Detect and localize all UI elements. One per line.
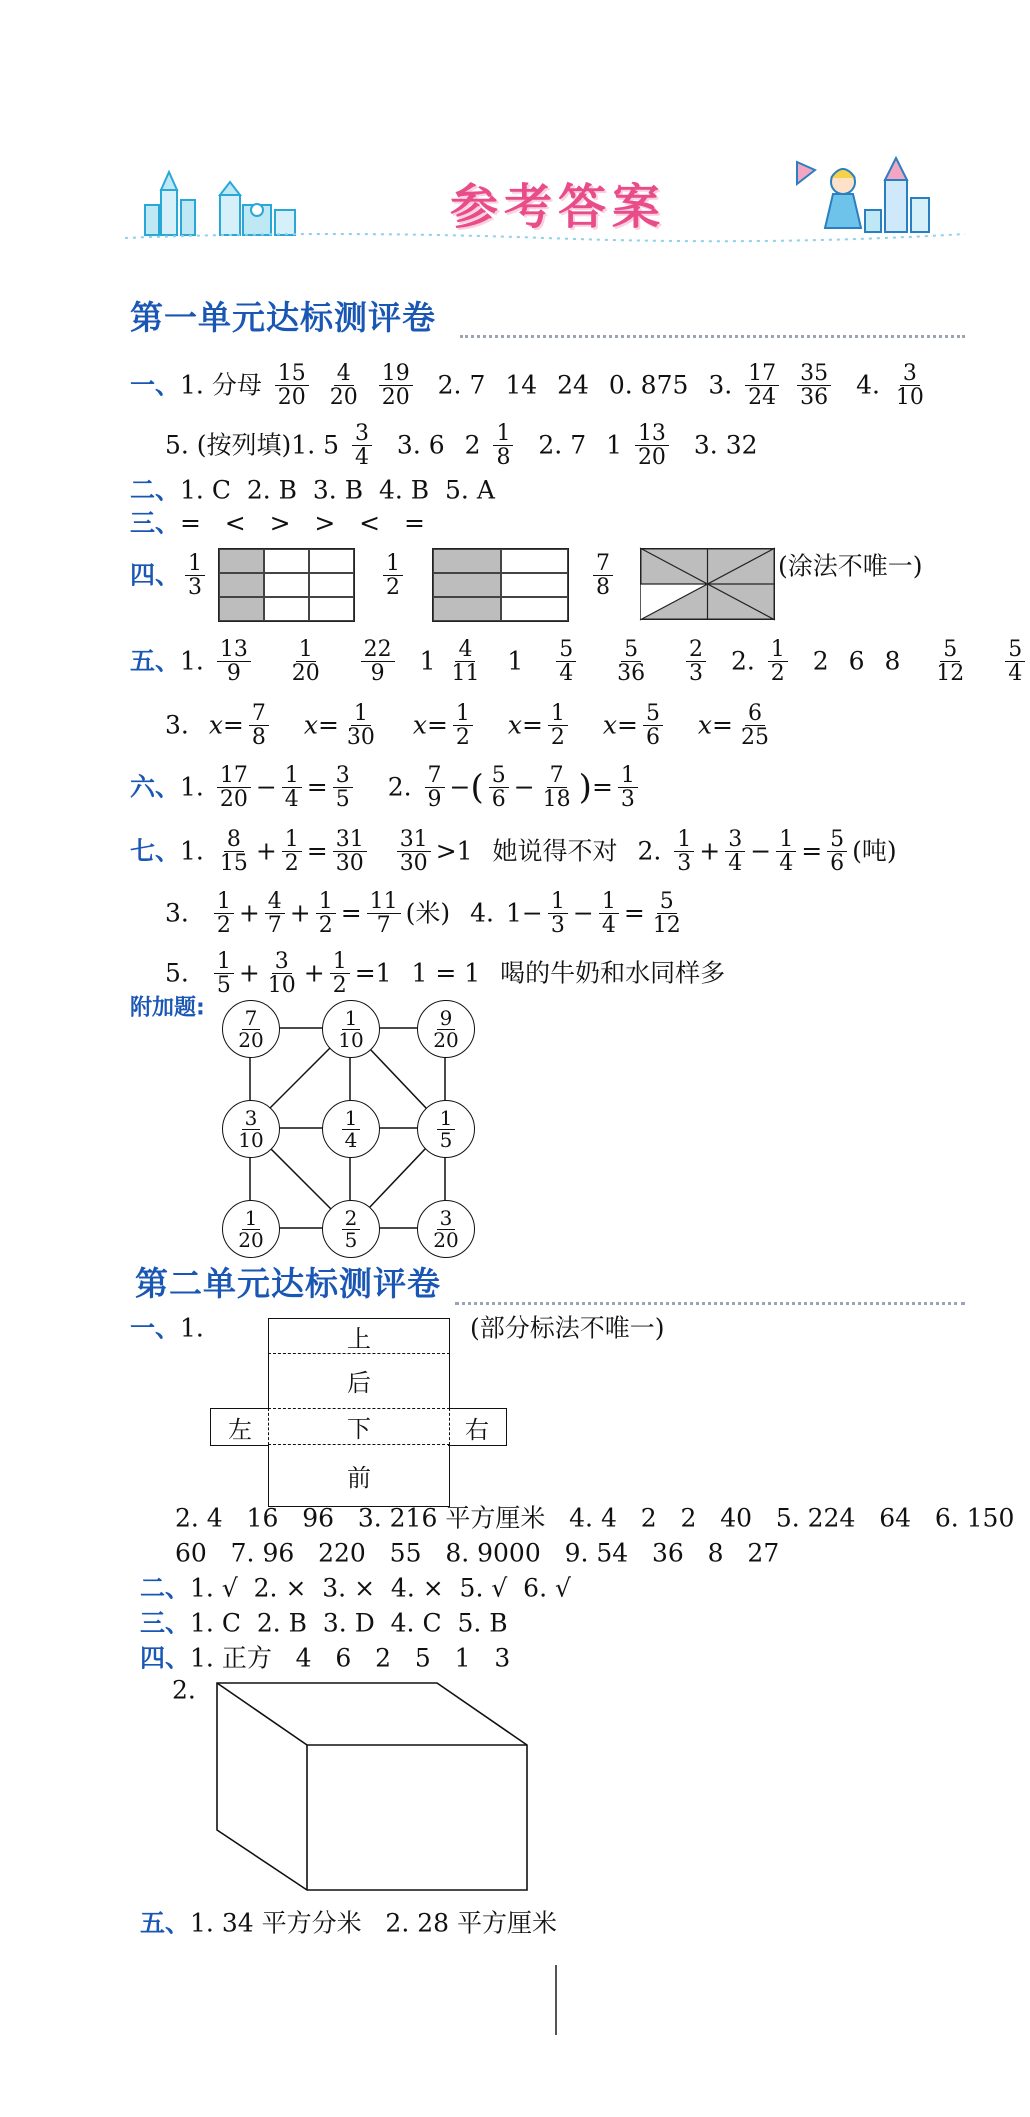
page-crease-mark — [555, 1965, 557, 2035]
unit2-divider — [455, 1302, 965, 1305]
u1-q7-line3: 5. $\frac{1}{5}$ + $\frac{3}{10}$ + $\frac{1}{2}$ =1 1 = 1 喝的牛奶和水同样多 — [165, 949, 726, 999]
fraction: $\frac{7}{20}$ — [238, 1005, 264, 1052]
fraction: $\frac{8}{15}$ — [219, 827, 248, 877]
rectangle-seven-eighths-shaded — [640, 548, 775, 620]
u1-q4-label: 四、 $\frac{1}{3}$ — [130, 552, 210, 599]
fraction: $\frac{1}{2}$ — [768, 638, 788, 685]
fraction: $\frac{22}{9}$ — [361, 638, 395, 685]
fraction: $\frac{1}{2}$ — [548, 702, 568, 749]
fraction: $\frac{5}{12}$ — [936, 637, 965, 687]
fraction: $\frac{1}{5}$ — [214, 950, 234, 997]
fraction: $\frac{13}{9}$ — [217, 638, 251, 685]
fraction: $\frac{5}{6}$ — [489, 764, 509, 811]
fraction: $\frac{2}{5}$ — [342, 1208, 361, 1251]
fraction: $\frac{7}{18}$ — [542, 763, 571, 813]
network-node — [222, 1100, 280, 1158]
fraction: $\frac{9}{20}$ — [433, 1005, 459, 1052]
u2-q5-line: 五、1. 34 平方分米 2. 28 平方厘米 — [140, 1908, 557, 1938]
unit1-title: 第一单元达标测评卷 — [130, 298, 436, 337]
u1-q4-note: (涂法不唯一) — [778, 551, 923, 581]
fraction: $\frac{1}{2}$ — [453, 702, 473, 749]
fraction: $\frac{5}{36}$ — [617, 637, 646, 687]
fraction: $\frac{4}{7}$ — [265, 890, 285, 937]
u2-q1-line2: 2. 4 16 96 3. 216 平方厘米 4. 4 2 2 40 5. 224 64 6. 150 — [175, 1503, 1015, 1533]
fraction: $\frac{1}{2}$ — [282, 828, 302, 875]
network-node — [222, 1000, 280, 1058]
network-node — [417, 1000, 475, 1058]
u2-q1-label: 一、1. — [130, 1313, 204, 1343]
u2-q4-line1: 四、1. 正方 4 6 2 5 1 3 — [140, 1643, 511, 1673]
network-node — [322, 1000, 380, 1058]
fraction: $\frac{4}{20}$ — [329, 361, 358, 411]
network-node — [322, 1100, 380, 1158]
page-title: 参考答案 — [450, 179, 667, 235]
u1-q5-line2: 3. x= $\frac{7}{8}$ x= $\frac{1}{30}$ x= $\frac{1}{2}$ x= $\frac{1}{2}$ x= $\frac{5}{6}$ x= $\frac{6}{25}$ — [165, 702, 777, 749]
fraction: $\frac{11}{7}$ — [367, 890, 401, 937]
u2-q1-line3: 60 7. 96 220 55 8. 9000 9. 54 36 8 27 — [175, 1538, 780, 1568]
u1-q5-line1: 五、1. $\frac{13}{9}$ $\frac{1}{20}$ $\frac{22}{9}$ 1 $\frac{4}{11}$ 1 $\frac{5}{4}$ $\frac{5}{36}$ $\frac{2}{3}$ 2. $\frac{1}{2}$ 2 6 8 $\frac{5}{12}$ $\frac{5}{4}$ — [130, 638, 1030, 685]
fraction: $\frac{31}{30}$ — [397, 828, 431, 875]
fraction: $\frac{7}{9}$ — [425, 764, 445, 811]
fraction: $\frac{5}{6}$ — [643, 702, 663, 749]
fraction: $\frac{3}{20}$ — [433, 1205, 459, 1252]
net-face-front: 前 — [268, 1444, 450, 1507]
fraction: $\frac{7}{8}$ — [593, 552, 613, 599]
fraction: $\frac{19}{20}$ — [379, 362, 413, 409]
fraction: $\frac{7}{8}$ — [249, 702, 269, 749]
fraction: $\frac{1}{10}$ — [338, 1005, 364, 1052]
fraction: $\frac{1}{30}$ — [346, 701, 375, 751]
net-face-back: 后 — [268, 1352, 450, 1409]
fraction: $\frac{5}{6}$ — [827, 828, 847, 875]
unit2-title: 第二单元达标测评卷 — [135, 1264, 441, 1303]
fraction: $\frac{1}{4}$ — [282, 764, 302, 811]
unit1-divider — [460, 335, 965, 338]
u1-q7-line1: 七、1. $\frac{8}{15}$ + $\frac{1}{2}$ = $\frac{31}{30}$ $\frac{31}{30}$ >1 她说得不对 2. $\frac{1}{3}$ + $\frac{3}{4}$ − $\frac{1}{4}$ = $\frac{5}{6}$ (吨) — [130, 827, 897, 877]
u1-q1-line2: 5. (按列填)1. 5 $\frac{3}{4}$ 3. 6 2 $\frac{1}{8}$ 2. 7 1 $\frac{13}{20}$ 3. 32 — [165, 421, 758, 471]
network-node — [222, 1200, 280, 1258]
fraction: $\frac{1}{2}$ — [383, 552, 403, 599]
u1-q6-line: 六、1. $\frac{17}{20}$ − $\frac{1}{4}$ = $\frac{3}{5}$ 2. $\frac{7}{9}$ −( $\frac{5}{6}$ − $\frac{7}{18}$ )= $\frac{1}{3}$ — [130, 764, 643, 811]
fraction: $\frac{17}{20}$ — [217, 764, 251, 811]
u1-q3-line: 三、= < > > < = — [130, 508, 425, 538]
fraction: $\frac{3}{10}$ — [238, 1105, 264, 1152]
net-face-right: 右 — [448, 1408, 507, 1446]
fraction: $\frac{1}{2}$ — [316, 890, 336, 937]
fraction: $\frac{35}{36}$ — [797, 362, 831, 409]
net-face-top: 上 — [268, 1318, 450, 1354]
fraction: $\frac{1}{4}$ — [776, 828, 796, 875]
u2-q3-line: 三、1. C 2. B 3. D 4. C 5. B — [140, 1608, 508, 1638]
network-node — [417, 1200, 475, 1258]
fraction: $\frac{1}{3}$ — [674, 828, 694, 875]
fraction: $\frac{2}{3}$ — [686, 638, 706, 685]
fraction: $\frac{3}{5}$ — [333, 764, 353, 811]
network-node — [322, 1200, 380, 1258]
u1-q4-frac2 — [378, 552, 408, 599]
fraction: $\frac{1}{3}$ — [618, 764, 638, 811]
fraction: $\frac{3}{4}$ — [352, 422, 372, 469]
cuboid-drawing — [205, 1680, 535, 1900]
fraction: $\frac{4}{11}$ — [451, 637, 480, 687]
fraction: $\frac{1}{3}$ — [185, 552, 205, 599]
u2-q4-n2: 2. — [172, 1675, 196, 1705]
u1-q4-frac3 — [588, 552, 618, 599]
fraction: $\frac{1}{2}$ — [214, 890, 234, 937]
net-face-left: 左 — [210, 1408, 269, 1446]
fraction: $\frac{31}{30}$ — [333, 828, 367, 875]
fraction: $\frac{3}{4}$ — [725, 828, 745, 875]
fraction: $\frac{5}{4}$ — [556, 638, 576, 685]
fraction: $\frac{1}{20}$ — [238, 1205, 264, 1252]
fraction: $\frac{1}{4}$ — [342, 1108, 361, 1151]
u1-extra-label: 附加题: — [130, 995, 205, 1021]
fraction: $\frac{3}{10}$ — [267, 949, 296, 999]
fraction: $\frac{1}{3}$ — [548, 890, 568, 937]
u1-q7-line2: 3. $\frac{1}{2}$ + $\frac{4}{7}$ + $\frac{1}{2}$ = $\frac{11}{7}$ (米) 4. 1− $\frac{1}{3}$ − $\frac{1}{4}$ = $\frac{5}{12}$ — [165, 890, 689, 937]
fraction: $\frac{5}{4}$ — [1005, 638, 1025, 685]
u2-q2-line: 二、1. √ 2. × 3. × 4. × 5. √ 6. √ — [140, 1573, 571, 1603]
fraction: $\frac{3}{10}$ — [895, 361, 924, 411]
fraction: $\frac{1}{20}$ — [291, 637, 320, 687]
fraction: $\frac{17}{24}$ — [745, 362, 779, 409]
fraction: $\frac{1}{8}$ — [493, 422, 513, 469]
u2-q1-note: (部分标法不唯一) — [470, 1313, 665, 1343]
net-face-bottom: 下 — [268, 1408, 450, 1445]
fraction: $\frac{1}{4}$ — [599, 890, 619, 937]
fraction: $\frac{1}{5}$ — [437, 1108, 456, 1151]
fraction: $\frac{5}{12}$ — [652, 889, 681, 939]
u1-q1-line1: 一、1. 分母 $\frac{15}{20}$ $\frac{4}{20}$ $\frac{19}{20}$ 2. 7 14 24 0. 875 3. $\frac{17}{24}$ $\frac{35}{36}$ 4. $\frac{3}{10}$ — [130, 362, 932, 409]
fraction: $\frac{15}{20}$ — [275, 362, 309, 409]
grid-one-half-shaded — [432, 548, 569, 622]
grid-one-third-shaded — [218, 548, 355, 622]
network-node — [417, 1100, 475, 1158]
fraction: $\frac{13}{20}$ — [635, 422, 669, 469]
fraction: $\frac{1}{2}$ — [330, 950, 350, 997]
fraction: $\frac{6}{25}$ — [740, 701, 769, 751]
u1-q2-line: 二、1. C 2. B 3. B 4. B 5. A — [130, 475, 495, 505]
